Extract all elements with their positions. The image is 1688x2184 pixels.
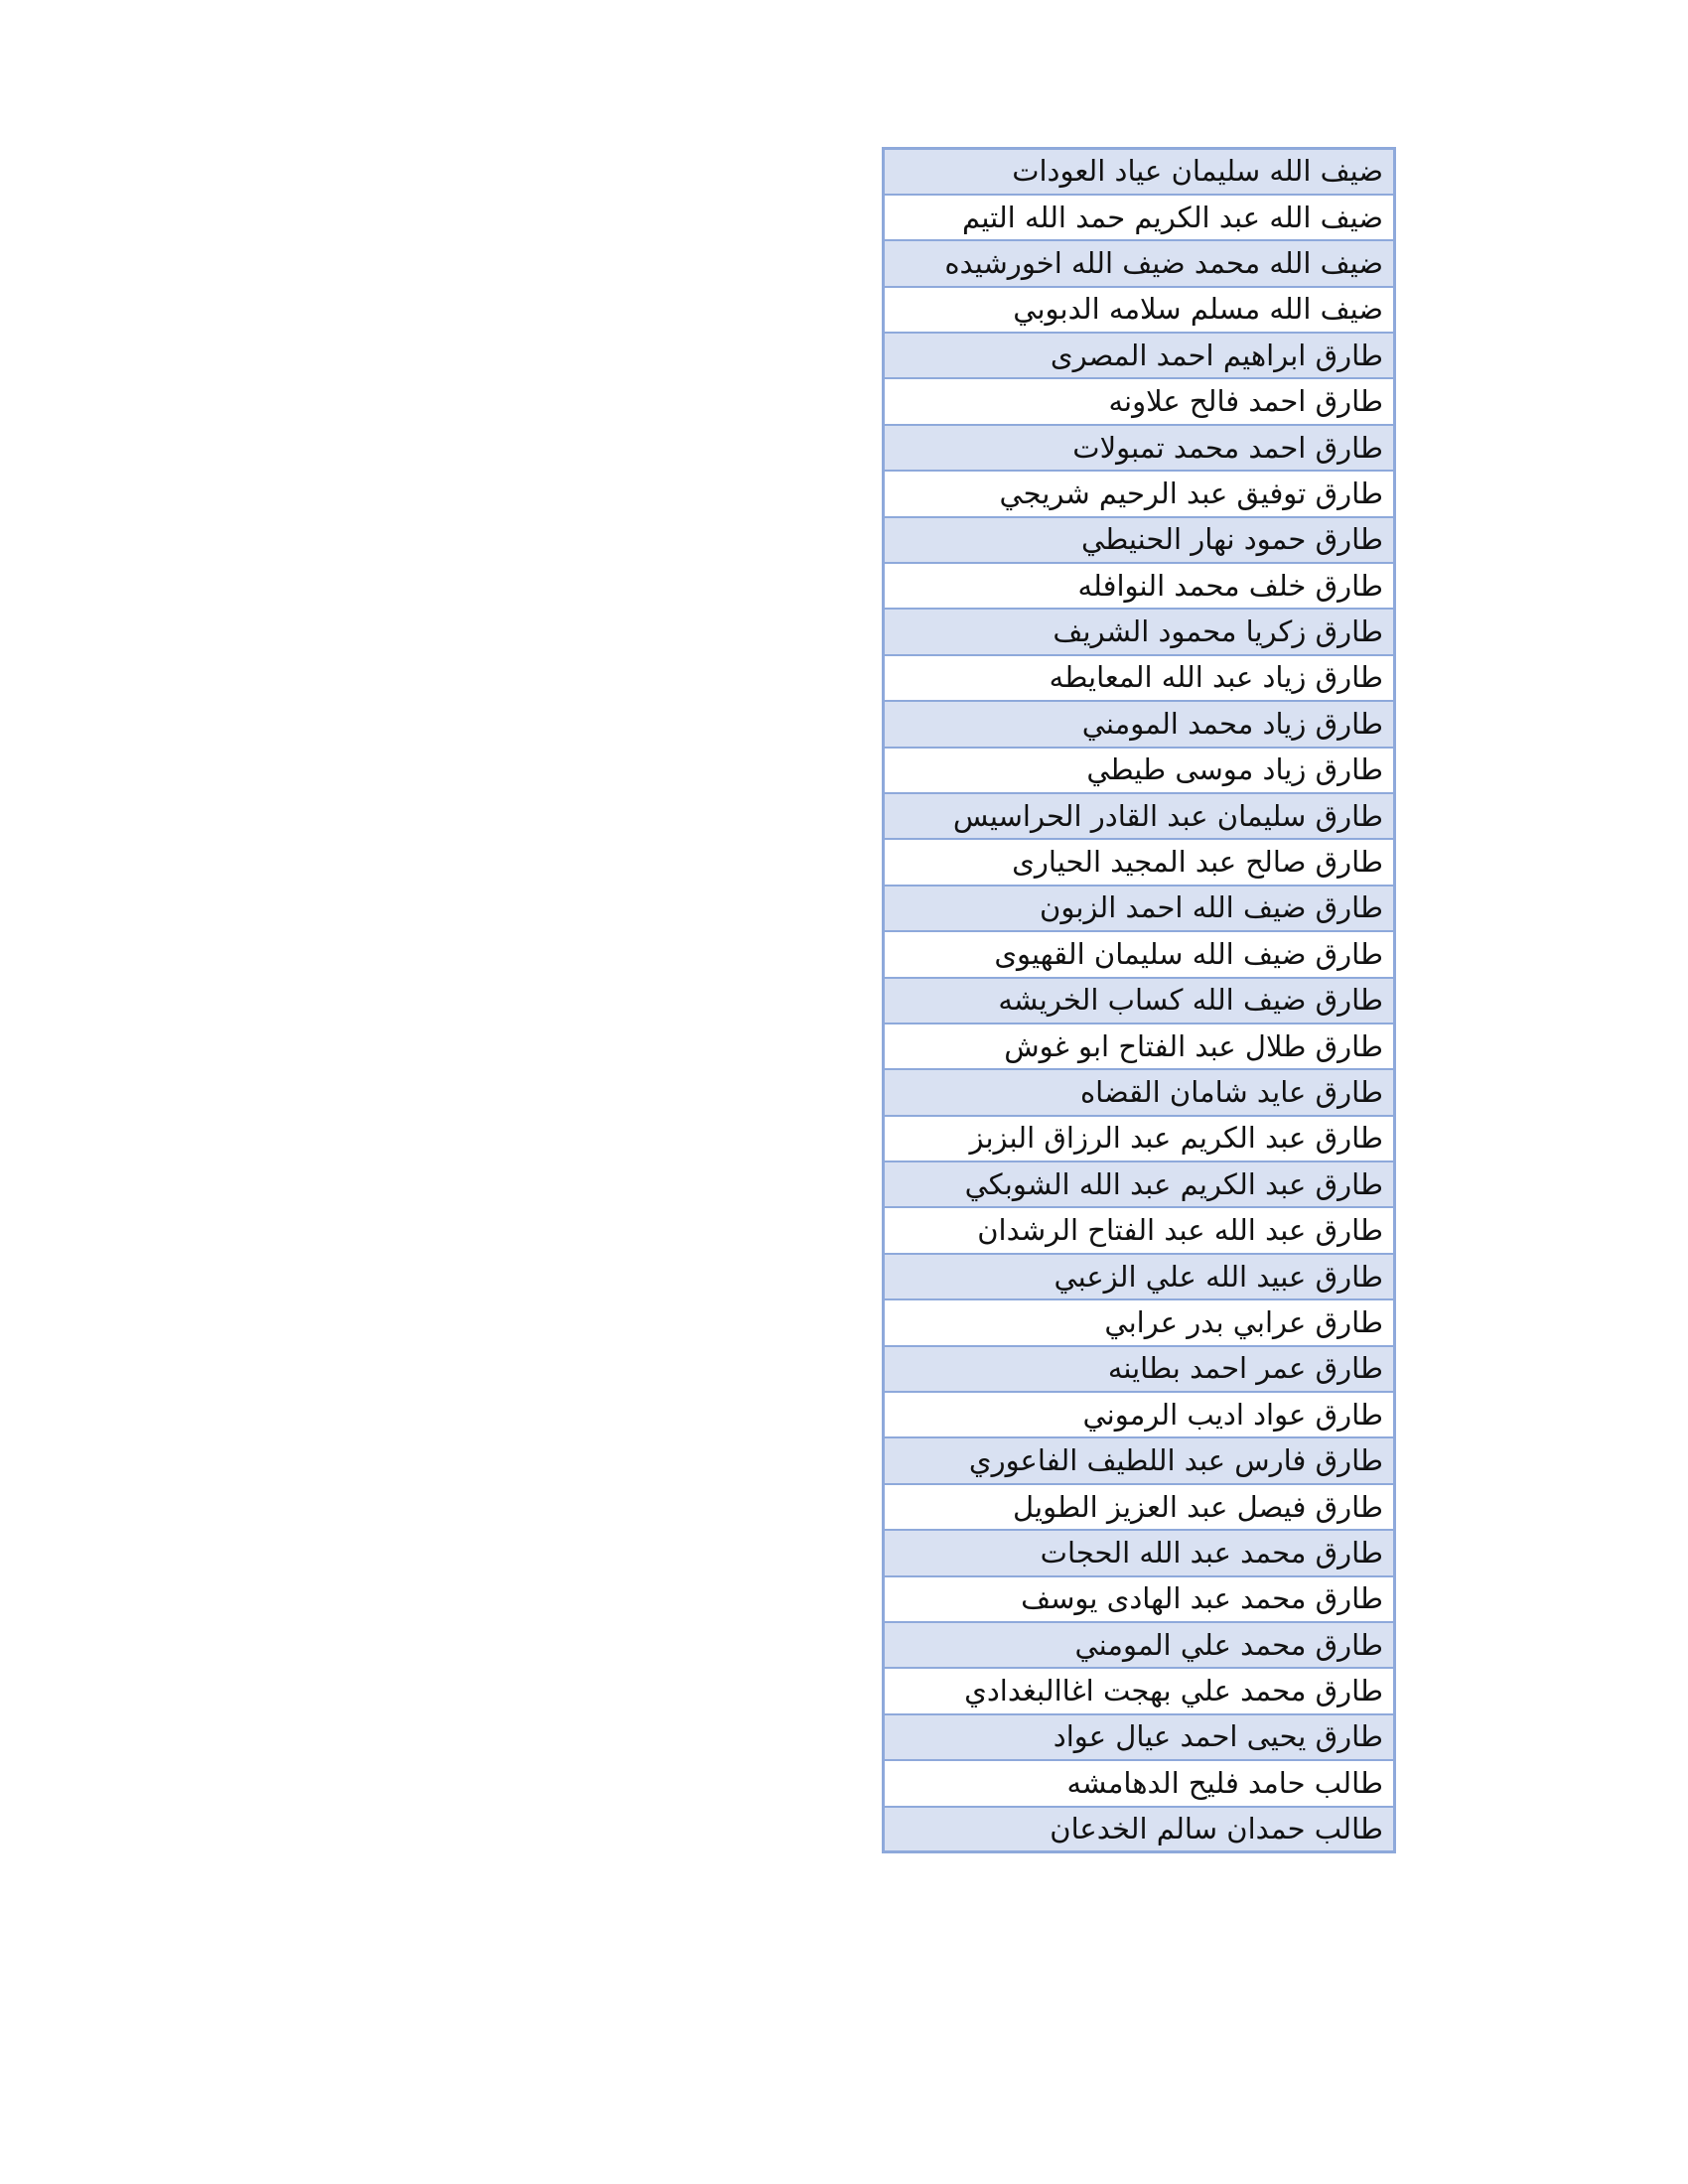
table-row [884,1346,1395,1392]
name-cell: طارق زياد محمد المومني [884,701,1395,747]
table-row [884,517,1395,563]
name-cell: طارق زياد عبد الله المعايطه [884,655,1395,701]
name-cell: طارق محمد عبد الهادى يوسف [884,1576,1395,1622]
table-row [884,931,1395,977]
name-cell: طالب حمدان سالم الخدعان [884,1807,1395,1852]
table-row [884,378,1395,424]
table-row [884,1392,1395,1437]
table-row [884,1161,1395,1207]
name-cell: طارق عمر احمد بطاينه [884,1346,1395,1392]
table-row [884,471,1395,516]
name-cell: طارق سليمان عبد القادر الحراسيس [884,793,1395,839]
name-cell: طارق ضيف الله احمد الزبون [884,886,1395,931]
table-row [884,1299,1395,1345]
table-row [884,1714,1395,1760]
name-cell: طارق احمد محمد تمبولات [884,425,1395,471]
table-row [884,1437,1395,1483]
table-row [884,333,1395,378]
table-row [884,563,1395,609]
table-row [884,1024,1395,1069]
table-row [884,1530,1395,1575]
name-cell: طارق محمد علي بهجت اغاالبغدادي [884,1668,1395,1713]
name-cell: طارق طلال عبد الفتاح ابو غوش [884,1024,1395,1069]
table-row [884,1576,1395,1622]
name-cell: طارق حمود نهار الحنيطي [884,517,1395,563]
name-cell: طارق عرابي بدر عرابي [884,1299,1395,1345]
table-row [884,149,1395,195]
name-cell: طالب حامد فليح الدهامشه [884,1760,1395,1806]
name-cell: طارق فيصل عبد العزيز الطويل [884,1484,1395,1530]
name-cell: ضيف الله سليمان عياد العودات [884,149,1395,195]
name-cell: طارق محمد علي المومني [884,1622,1395,1668]
table-row [884,793,1395,839]
table-row [884,287,1395,333]
table-row [884,655,1395,701]
name-cell: ضيف الله عبد الكريم حمد الله التيم [884,195,1395,240]
table-row [884,886,1395,931]
name-cell: طارق احمد فالح علاونه [884,378,1395,424]
name-cell: طارق عايد شامان القضاه [884,1069,1395,1115]
name-cell: طارق خلف محمد النوافله [884,563,1395,609]
name-cell: ضيف الله مسلم سلامه الدبوبي [884,287,1395,333]
names-table-body [884,149,1395,1852]
table-row [884,609,1395,654]
name-cell: طارق ابراهيم احمد المصرى [884,333,1395,378]
table-row [884,425,1395,471]
table-row [884,1760,1395,1806]
name-cell: طارق محمد عبد الله الحجات [884,1530,1395,1575]
name-cell: ضيف الله محمد ضيف الله اخورشيده [884,240,1395,286]
name-cell: طارق يحيى احمد عيال عواد [884,1714,1395,1760]
table-row [884,1484,1395,1530]
name-cell: طارق صالح عبد المجيد الحيارى [884,839,1395,885]
table-row [884,1254,1395,1299]
table-row [884,748,1395,793]
table-row [884,978,1395,1024]
table-row [884,1069,1395,1115]
name-cell: طارق عواد اديب الرموني [884,1392,1395,1437]
table-row [884,1116,1395,1161]
name-cell: طارق فارس عبد اللطيف الفاعوري [884,1437,1395,1483]
name-cell: طارق عبد الله عبد الفتاح الرشدان [884,1207,1395,1253]
table-row [884,195,1395,240]
table-row [884,701,1395,747]
table-row [884,1807,1395,1852]
table-row [884,1207,1395,1253]
name-cell: طارق زياد موسى طيطي [884,748,1395,793]
table-row [884,1622,1395,1668]
names-table [882,147,1396,1853]
table-row [884,1668,1395,1713]
name-cell: طارق عبيد الله علي الزعبي [884,1254,1395,1299]
name-cell: طارق زكريا محمود الشريف [884,609,1395,654]
name-cell: طارق توفيق عبد الرحيم شريجي [884,471,1395,516]
table-row [884,240,1395,286]
name-cell: طارق ضيف الله كساب الخريشه [884,978,1395,1024]
name-cell: طارق عبد الكريم عبد الرزاق البزبز [884,1116,1395,1161]
table-row [884,839,1395,885]
name-cell: طارق ضيف الله سليمان القهيوى [884,931,1395,977]
name-cell: طارق عبد الكريم عبد الله الشوبكي [884,1161,1395,1207]
